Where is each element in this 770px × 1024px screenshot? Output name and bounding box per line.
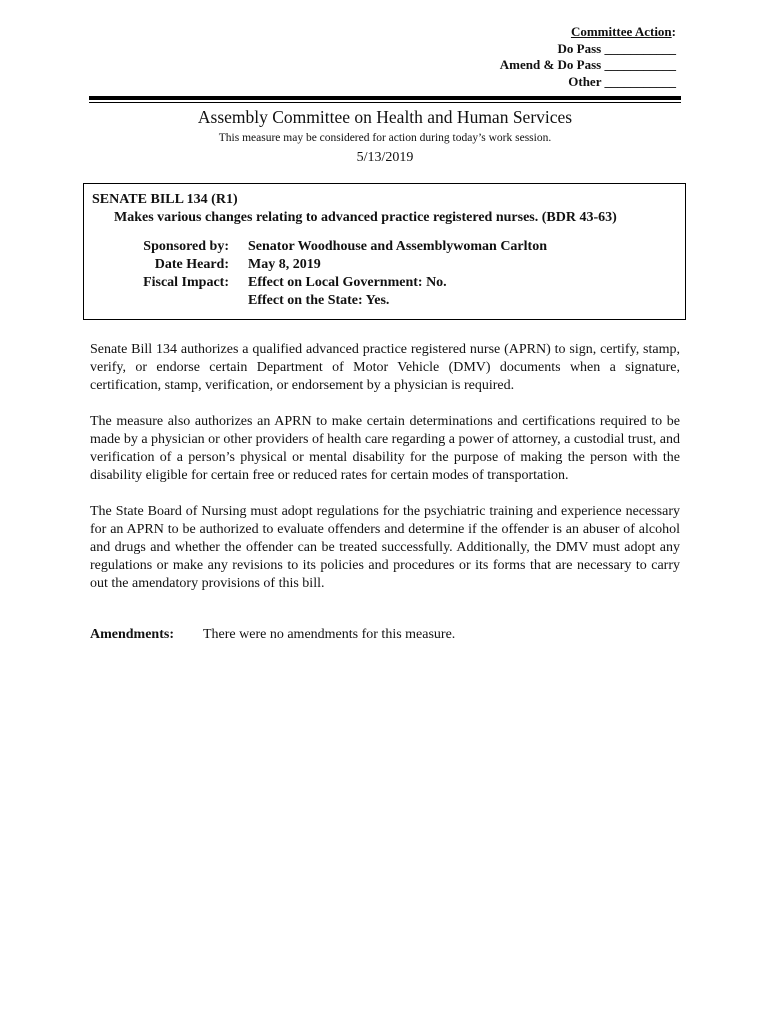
sponsored-by-label: Sponsored by: <box>143 239 229 254</box>
bill-metadata <box>92 238 677 310</box>
committee-action-heading <box>500 24 676 41</box>
bill-title: SENATE BILL 134 (R1) <box>92 192 238 207</box>
bill-summary-box <box>83 183 686 320</box>
header-rule-thick <box>89 96 681 100</box>
committee-header <box>89 106 681 167</box>
committee-action-title: Committee Action <box>570 24 672 39</box>
fiscal-impact-label: Fiscal Impact: <box>143 275 229 290</box>
amendments-text: There were no amendments for this measure. <box>203 627 456 642</box>
amendments-label: Amendments: <box>90 627 174 642</box>
bill-description: Makes various changes relating to advanced practice registered nurses. (BDR 43-63) <box>114 210 617 225</box>
fiscal-impact-spacer <box>92 292 229 310</box>
fiscal-impact-local: Effect on Local Government: No. <box>248 275 447 290</box>
amendments-section <box>90 626 680 644</box>
amend-do-pass-line: Amend & Do Pass ___________ <box>499 57 676 72</box>
fiscal-impact-state: Effect on the State: Yes. <box>248 293 390 308</box>
date-heard-label: Date Heard: <box>154 257 229 272</box>
committee-action-colon: : <box>671 24 676 39</box>
paragraph-determinations: The measure also authorizes an APRN to make certain determinations and certifications required to be made by a physician or other providers of health care regarding a power of attorney, a custodial trust, and verification of a person’s physical or mental disability for the purpose of making the person with the disability eligible for certain free or reduced rates for certain modes of transportation. <box>90 414 680 483</box>
paragraph-regulations: The State Board of Nursing must adopt regulations for the psychiatric training and experience necessary for an APRN to be authorized to evaluate offenders and determine if the offender is an abuser of alcohol and drugs and whether the offender can be treated successfully. Additionally, the DMV must adopt any regulations or make any revisions to its policies and procedures or its forms that are necessary to carry out the amendatory provisions of this bill. <box>90 504 680 591</box>
header-rule-thin <box>89 102 681 103</box>
paragraph-summary: Senate Bill 134 authorizes a qualified advanced practice registered nurse (APRN) to sign, certify, stamp, verify, or endorse certain Department of Motor Vehicle (DMV) documents when a signature, certification, stamp, verification, or endorsement by a physician is required. <box>90 342 680 393</box>
other-line: Other ___________ <box>568 73 676 89</box>
do-pass-line: Do Pass ___________ <box>557 40 676 56</box>
committee-action-block <box>500 24 676 90</box>
meeting-date: 5/13/2019 <box>356 150 414 165</box>
work-session-note: This measure may be considered for action during today’s work session. <box>218 132 552 144</box>
date-heard-value: May 8, 2019 <box>248 257 321 272</box>
committee-name: Assembly Committee on Health and Human Services <box>197 107 573 127</box>
bill-body <box>90 341 680 611</box>
sponsored-by-value: Senator Woodhouse and Assemblywoman Carlton <box>248 239 547 254</box>
